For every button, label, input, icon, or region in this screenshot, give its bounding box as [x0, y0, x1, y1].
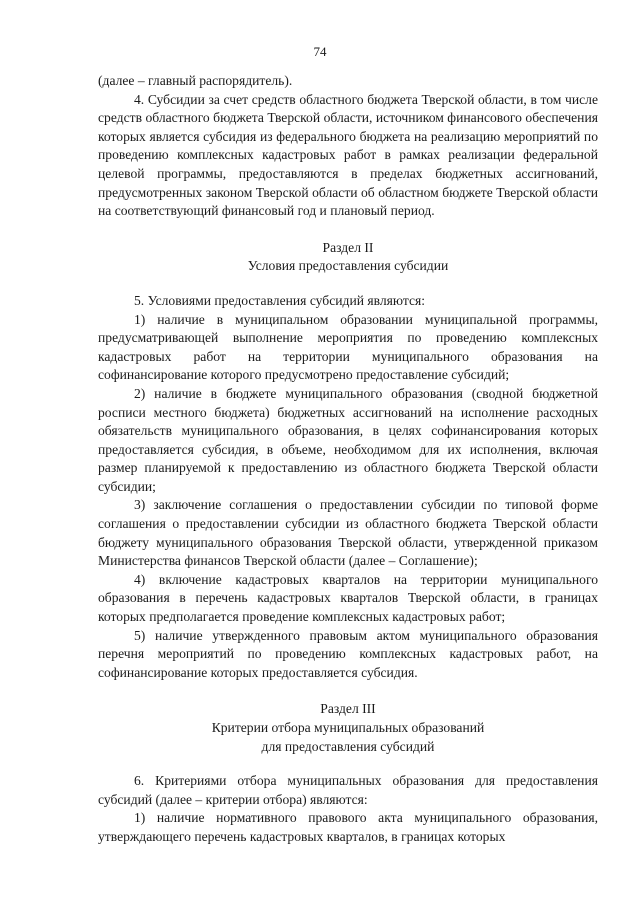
section-3-number: Раздел III	[320, 701, 376, 717]
paragraph-5-lead: 5. Условиями предоставления субсидий являются:	[134, 292, 426, 308]
page-number: 74	[313, 44, 327, 59]
paragraph-6-lead: 6. Критериями отбора муниципальных образования для предоставления субсидий (далее – критерии отбора) являются:	[98, 773, 598, 807]
section-2-title: Условия предоставления субсидии	[247, 258, 449, 274]
paragraph-4: 4. Субсидии за счет средств областного бюджета Тверской области, в том числе средств областного бюджета Тверской области, источником финансового обеспечения которых является субсидия из федерального бюджета на реализацию мероприятий по проведению комплексных кадастровых работ в рамках реализации федеральной целевой программы, предоставляются в пределах бюджетных ассигнований, предусмотренных законом Тверской области об областном бюджете Тверской области на соответствующий финансовый год и плановый период.	[98, 91, 598, 219]
section-3-title-line-2: для предоставления субсидий	[261, 738, 435, 754]
document-body	[98, 72, 598, 847]
section-3-title-line-1: Критерии отбора муниципальных образований	[211, 720, 485, 735]
intro-continuation: (далее – главный распорядитель).	[98, 73, 293, 88]
paragraph-5-item-2: 2) наличие в бюджете муниципального образования (сводной бюджетной росписи местного бюджета) бюджетных ассигнований на исполнение расходных обязательств муниципального образования, в целях софинансирования которых предоставляется субсидия, в объеме, необходимом для их исполнения, включая размер планируемой к предоставлению из областного бюджета Тверской области субсидии;	[98, 385, 598, 494]
section-2-number: Раздел II	[322, 239, 374, 255]
paragraph-5-item-4: 4) включение кадастровых кварталов на территории муниципального образования в перечень кадастровых кварталов Тверской области, в границах которых предполагается проведение комплексных кадастровых работ;	[98, 571, 598, 625]
paragraph-5-item-1: 1) наличие в муниципальном образовании муниципальной программы, предусматривающей выполнение мероприятия по проведению комплексных кадастровых работ на территории муниципального образования на софинансирование которого предусмотрено предоставление субсидий;	[98, 311, 598, 383]
paragraph-5-item-5: 5) наличие утвержденного правовым актом муниципального образования перечня мероприятий по проведению комплексных кадастровых работ, на софинансирование которых предоставляется субсидия.	[98, 627, 598, 680]
paragraph-5-item-3: 3) заключение соглашения о предоставлении субсидии по типовой форме соглашения о предоставлении субсидии из областного бюджета Тверской области бюджету муниципального образования Тверской области, утвержденной приказом Министерства финансов Тверской области (далее – Соглашение);	[98, 497, 598, 569]
paragraph-6-item-1: 1) наличие нормативного правового акта муниципального образования, утверждающего перечень кадастровых кварталов, в границах которых	[98, 810, 598, 844]
